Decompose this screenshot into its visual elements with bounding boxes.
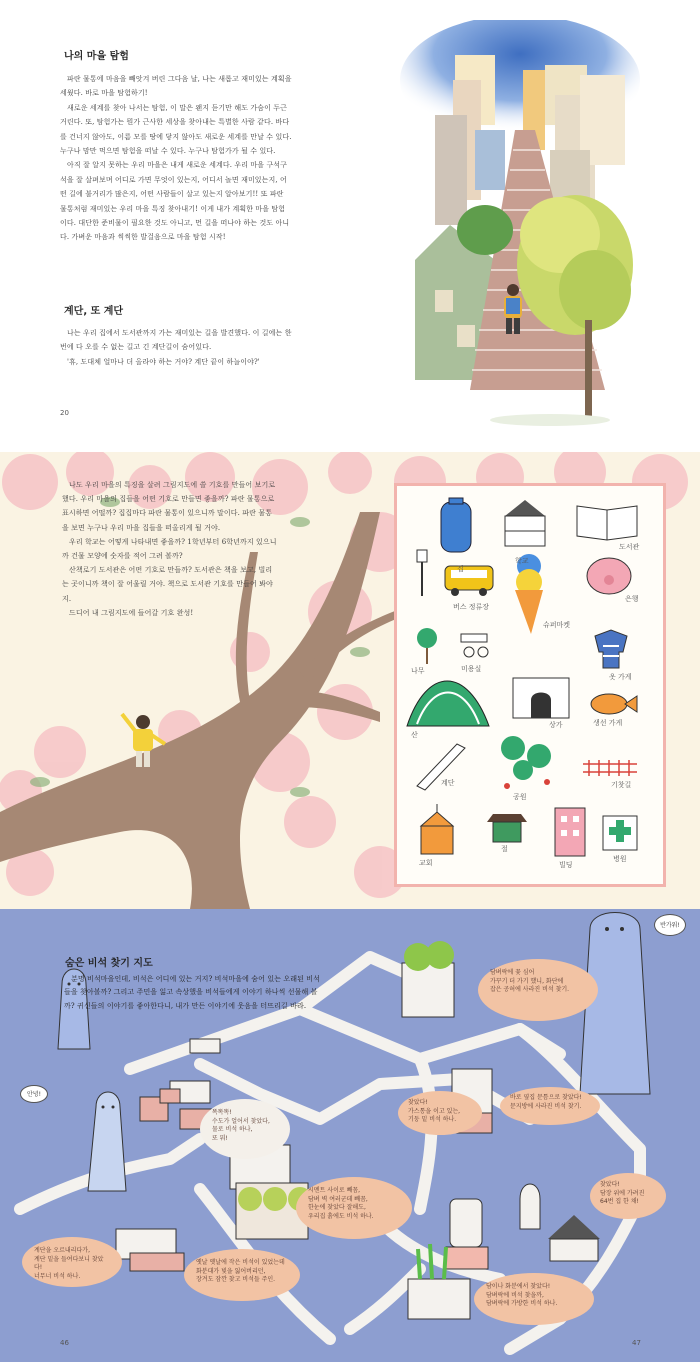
church-icon — [421, 804, 453, 854]
icon-label-park: 공원 — [513, 793, 527, 801]
icon-label-house: 집 — [457, 565, 464, 573]
symbols-spread — [0, 452, 700, 909]
page-number: 20 — [60, 409, 69, 417]
stairs-illustration — [395, 20, 650, 430]
section-heading-hidden-tombstones: 숨은 비석 찾기 지도 — [65, 958, 153, 969]
railroad-icon — [583, 760, 637, 776]
icon-label-shopping: 상가 — [549, 721, 563, 729]
paragraph: 분명 비석마을인데, 비석은 어디에 있는 거지? 비석마을에 숨어 있는 오래된 비석들을 찾아볼까? 그리고 주민을 잃고 속상했을 비석들에게 이야기 하나씩 선물해 볼까? 귀신들의 이야기를 좋아한다니, 내가 만든 이야기에 웃음을 터뜨리길 바라. — [64, 975, 321, 1010]
book-icon — [577, 506, 637, 540]
icon-label-barber: 미용실 — [461, 665, 482, 673]
icon-label-railroad: 기찻길 — [611, 781, 632, 789]
icon-label-church: 교회 — [419, 859, 433, 867]
map-intro-text — [64, 973, 322, 1013]
story-bubble: 똑똑똑! 수도가 얼어서 찾았다, 물로 비석 하나, 또 뭐! — [200, 1099, 290, 1159]
piggy-bank-icon — [587, 558, 631, 594]
icon-label-fish-shop: 생선 가게 — [593, 719, 623, 727]
paragraph: 우리 학교는 어떻게 나타내면 좋을까? 1학년부터 6학년까지 있으니까 건물 모양에 숫자를 적어 그려 볼까? — [62, 537, 277, 561]
story-bubble: 바로 옆집 문틈으로 찾았다! 문지방에 사라진 비석 찾기. — [500, 1087, 600, 1125]
park-icon — [501, 736, 551, 789]
icon-label-building: 빌딩 — [559, 861, 573, 869]
paragraph: 나는 우리 집에서 도서관까지 가는 재미있는 길을 발견했다. 이 길에는 한 번에 다 오를 수 없는 길고 긴 계단길이 숨어있다. — [60, 329, 292, 352]
section-heading-stairs: 계단, 또 계단 — [64, 306, 124, 317]
page-number-left: 46 — [60, 1339, 69, 1347]
story-bubble: 계단을 오르내리다가, 계단 밑을 들여다보니 찾았다! 너무너 비석 하나. — [22, 1237, 122, 1287]
paragraph: 나도 우리 마을의 특징을 살려 그림지도에 쓸 기호를 만들어 보기로 했다. 우리 마을의 집들을 어떤 기호로 만들면 좋을까? 파란 물통으로 표시하면 어떨까? 집집마다 파란 물통이 있으니까 말이다. 파란 물통을 보면 누구나 우리 마을 집들을 떠올리게 될 거야. — [62, 481, 276, 532]
ghost-speech-hello: 안녕! — [20, 1085, 48, 1103]
ice-cream-icon — [515, 554, 543, 634]
page-20 — [0, 0, 700, 452]
scissors-icon — [461, 634, 488, 657]
stairs-text — [60, 326, 292, 369]
bus-stop-icon — [417, 550, 493, 596]
icon-label-stairs: 계단 — [441, 779, 455, 787]
brick-wall-icon — [513, 678, 569, 718]
symbols-text — [62, 478, 277, 620]
icon-label-hospital: 병원 — [613, 855, 627, 863]
icon-label-mountain: 산 — [411, 731, 418, 739]
paragraph: 산책로기 도서관은 어떤 기호로 만들까? 도서관은 책을 보고, 빌리는 곳이니까 책이 잘 어울릴 거야. 책으로 도서관 기호를 만들어 봐야지. — [62, 566, 273, 603]
icon-label-temple: 절 — [501, 845, 508, 853]
hospital-icon — [603, 816, 637, 850]
icon-label-supermarket: 슈퍼마켓 — [543, 621, 571, 629]
story-bubble: 담벼락에 꽃 심어 가꾸기 더 가기 했니, 화단에 잡은 공허에 사라진 비석 찾기. — [478, 959, 598, 1021]
house-icon — [441, 498, 471, 552]
icon-label-bank: 은행 — [625, 595, 639, 603]
school-icon — [505, 500, 545, 546]
building-icon — [555, 808, 585, 856]
shirt-icon — [595, 630, 627, 668]
map-symbols-card — [394, 483, 666, 887]
temple-icon — [487, 814, 527, 842]
paragraph: 드디어 내 그림지도에 들어갈 기호 완성! — [69, 608, 194, 617]
story-bubble: 담이나 화분에서 찾았다! 담벼락에 비석 찾을까, 담벼락에 가방한 비석 하나. — [474, 1273, 594, 1325]
paragraph: 새로운 세계를 찾아 나서는 탐험, 이 말은 왠지 듣기만 해도 가슴이 두근거린다. 또, 탐험가는 뭔가 근사한 세상을 찾아내는 특별한 사람 같다. 바다를 건너지 않아도, 이름 모를 땅에 닿지 않아도 새로운 세계를 만날 수 있다. 누구나 맘만 먹으면 탐험을 떠날 수 있다. 누구나 탐험가가 될 수 있다. — [60, 103, 292, 156]
story-bubble: 찾았다! 가스통을 이고 있는, 기둥 밑 비석 하나. — [398, 1091, 482, 1135]
icon-label-clothes: 옷 가게 — [609, 673, 632, 681]
story-bubble: 옛날 옛날에 작은 비석이 있었는데 화분대가 빛을 잃어버리던, 장겨도 잠깐 찾고 비석들 주인. — [184, 1249, 300, 1301]
story-bubble: 찾았다! 담장 위에 가려진 64번 집 한 채! — [590, 1173, 666, 1219]
icon-label-school: 학교 — [515, 557, 529, 565]
fish-icon — [591, 694, 637, 714]
ghost-icon — [88, 1092, 126, 1191]
exploration-text — [60, 72, 292, 245]
icon-label-library: 도서관 — [619, 543, 640, 551]
paragraph: 파란 물통에 마음을 빼앗겨 버린 그다음 날, 나는 새롭고 재미있는 계획을 세웠다. 바로 마을 탐험하기! — [60, 75, 292, 98]
paragraph: 아직 잘 알지 못하는 우리 마을은 내게 새로운 세계다. 우리 마을 구석구석을 잘 살펴보며 어디로 가면 무엇이 있는지, 어디서 놀면 재미있는지, 어떤 길에 불거리가 많은지, 어떤 사람들이 살고 있는지 알아보기!! 또 파란 물통처럼 재미있는 우리 마을 특징 찾아내기! 이게 내가 계획한 마을 탐험이다. 대단한 준비물이 필요한 것도 아니고, 먼 길을 떠나야 하는 것도 아니다. 가벼운 마음과 씩씩한 발걸음으로 마을 탐험 시작! — [60, 161, 290, 242]
ghost-speech-welcome: 반가워! — [654, 914, 686, 936]
section-heading-village-exploration: 나의 마을 탐험 — [64, 51, 129, 62]
story-bubble: 시멘트 사이로 빼꼼, 담벼 벽 여러군데 빼꼼, 한눈에 찾았다 잘해도, 우리집 흙에도 비석 하나. — [296, 1177, 412, 1239]
icon-label-bus-stop: 버스 정류장 — [453, 603, 490, 611]
paragraph: '휴, 도대체 얼마나 더 올라야 하는 거야? 계단 끝이 하늘이야?' — [67, 357, 260, 366]
hidden-tombstone-map-spread — [0, 909, 700, 1362]
mountain-icon — [407, 681, 489, 726]
page-number-right: 47 — [632, 1339, 641, 1347]
icon-label-tree: 나무 — [411, 667, 425, 675]
tree-icon — [417, 628, 437, 664]
